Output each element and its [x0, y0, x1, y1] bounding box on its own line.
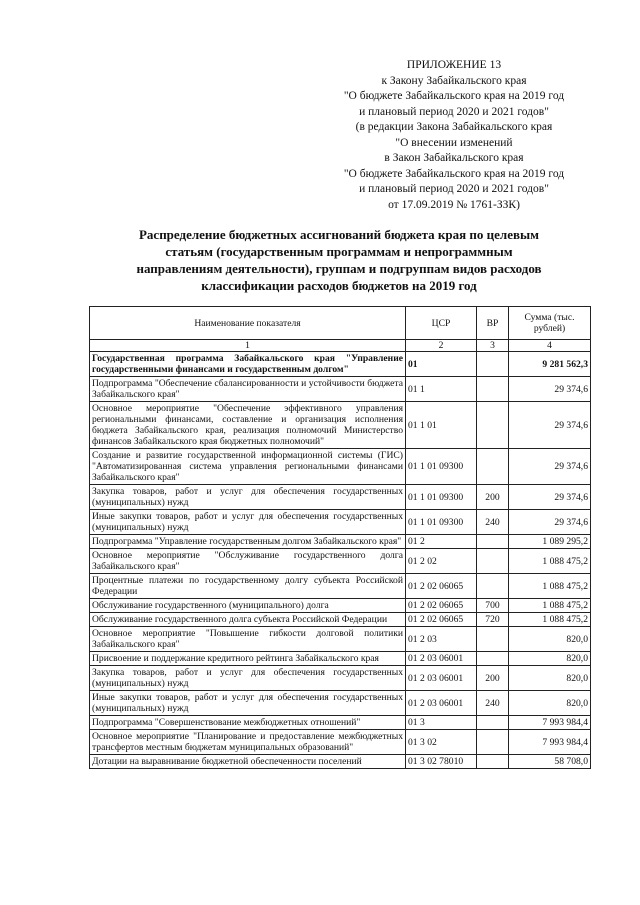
row-name: Подпрограмма "Управление государственным долгом Забайкальского края": [90, 535, 406, 549]
table-row: [90, 352, 591, 377]
table-row: [90, 716, 591, 730]
table-row: [90, 549, 591, 574]
row-csr: 01 1 01 09300: [406, 449, 477, 485]
row-vr: [477, 402, 509, 449]
row-sum: 29 374,6: [509, 485, 591, 510]
row-vr: [477, 449, 509, 485]
row-name: Иные закупки товаров, работ и услуг для обеспечения государственных (муниципальных) нужд: [90, 510, 406, 535]
row-sum: 9 281 562,3: [509, 352, 591, 377]
table-row: [90, 535, 591, 549]
row-sum: 1 088 475,2: [509, 599, 591, 613]
row-vr: 200: [477, 485, 509, 510]
row-csr: 01 2 02 06065: [406, 599, 477, 613]
header-sum: Сумма (тыс. рублей): [509, 307, 591, 340]
row-sum: 820,0: [509, 666, 591, 691]
header-name: Наименование показателя: [90, 307, 406, 340]
row-csr: 01 1 01 09300: [406, 510, 477, 535]
appendix-line: и плановый период 2020 и 2021 годов": [359, 105, 549, 118]
row-vr: [477, 535, 509, 549]
row-vr: [477, 627, 509, 652]
row-csr: 01 2 03 06001: [406, 691, 477, 716]
row-name: Закупка товаров, работ и услуг для обеспечения государственных (муниципальных) нужд: [90, 485, 406, 510]
appendix-line: (в редакции Закона Забайкальского края: [355, 121, 553, 133]
appendix-line: ПРИЛОЖЕНИЕ 13: [406, 59, 502, 71]
row-name: Дотации на выравнивание бюджетной обеспеченности поселений: [90, 755, 406, 769]
row-vr: [477, 652, 509, 666]
row-csr: 01 1: [406, 377, 477, 402]
row-name: Закупка товаров, работ и услуг для обеспечения государственных (муниципальных) нужд: [90, 666, 406, 691]
table-row: [90, 691, 591, 716]
row-vr: 700: [477, 599, 509, 613]
row-vr: [477, 352, 509, 377]
title-line: направлениям деятельности), группам и подгруппам видов расходов: [136, 261, 542, 276]
table-row: [90, 574, 591, 599]
table-row: [90, 652, 591, 666]
header-csr: ЦСР: [406, 307, 477, 340]
row-csr: 01 3 02: [406, 730, 477, 755]
row-vr: 200: [477, 666, 509, 691]
row-vr: [477, 730, 509, 755]
row-sum: 29 374,6: [509, 449, 591, 485]
table-header-row: [90, 307, 591, 340]
col-number: 3: [477, 340, 509, 352]
table-row: [90, 485, 591, 510]
table-row: [90, 730, 591, 755]
row-name: Основное мероприятие "Повышение гибкости долговой политики Забайкальского края": [90, 627, 406, 652]
column-number-row: [90, 340, 591, 352]
row-csr: 01 2: [406, 535, 477, 549]
document-title: [96, 226, 582, 294]
row-vr: [477, 755, 509, 769]
row-csr: 01 3 02 78010: [406, 755, 477, 769]
col-number: 2: [406, 340, 477, 352]
table-row: [90, 599, 591, 613]
appendix-line: к Закону Забайкальского края: [381, 74, 527, 87]
row-name: Основное мероприятие "Планирование и предоставление межбюджетных трансфертов местным бюджетам муниципальных образований": [90, 730, 406, 755]
budget-table: [89, 306, 591, 769]
title-line: классификации расходов бюджетов на 2019 год: [201, 278, 477, 293]
appendix-line: "О внесении изменений: [395, 136, 513, 149]
row-vr: [477, 549, 509, 574]
appendix-line: "О бюджете Забайкальского края на 2019 год: [343, 167, 565, 180]
appendix-line: и плановый период 2020 и 2021 годов": [359, 183, 549, 195]
table-row: [90, 510, 591, 535]
row-sum: 58 708,0: [509, 755, 591, 769]
appendix-line: от 17.09.2019 № 1761-ЗЗК): [388, 198, 520, 211]
row-name: Создание и развитие государственной информационной системы (ГИС) "Автоматизированная система управления региональными финансами Забайкальского края": [90, 449, 406, 485]
row-vr: [477, 377, 509, 402]
row-csr: 01 2 03: [406, 627, 477, 652]
row-sum: 1 088 475,2: [509, 574, 591, 599]
row-vr: 240: [477, 691, 509, 716]
header-vr: ВР: [477, 307, 509, 340]
col-number: 4: [509, 340, 591, 352]
row-sum: 7 993 984,4: [509, 730, 591, 755]
row-csr: 01 2 03 06001: [406, 666, 477, 691]
row-csr: 01 1 01: [406, 402, 477, 449]
row-csr: 01: [406, 352, 477, 377]
row-name: Подпрограмма "Совершенствование межбюджетных отношений": [90, 716, 406, 730]
row-vr: [477, 716, 509, 730]
row-name: Основное мероприятие "Обслуживание государственного долга Забайкальского края": [90, 549, 406, 574]
row-name: Обслуживание государственного долга субъекта Российской Федерации: [90, 613, 406, 627]
row-sum: 1 088 475,2: [509, 613, 591, 627]
table-row: [90, 755, 591, 769]
table-row: [90, 377, 591, 402]
row-vr: 720: [477, 613, 509, 627]
row-csr: 01 2 02 06065: [406, 613, 477, 627]
row-name: Подпрограмма "Обеспечение сбалансированности и устойчивости бюджета Забайкальского края": [90, 377, 406, 402]
row-vr: 240: [477, 510, 509, 535]
table-row: [90, 613, 591, 627]
col-number: 1: [90, 340, 406, 352]
row-vr: [477, 574, 509, 599]
title-line: Распределение бюджетных ассигнований бюджета края по целевым: [138, 227, 540, 242]
row-sum: 1 089 295,2: [509, 535, 591, 549]
row-sum: 29 374,6: [509, 402, 591, 449]
row-csr: 01 2 03 06001: [406, 652, 477, 666]
row-csr: 01 3: [406, 716, 477, 730]
appendix-line: "О бюджете Забайкальского края на 2019 год: [343, 90, 565, 102]
row-sum: 820,0: [509, 691, 591, 716]
table-row: [90, 449, 591, 485]
row-sum: 29 374,6: [509, 377, 591, 402]
row-name: Обслуживание государственного (муниципального) долга: [90, 599, 406, 613]
row-sum: 29 374,6: [509, 510, 591, 535]
row-csr: 01 2 02 06065: [406, 574, 477, 599]
row-name: Государственная программа Забайкальского края "Управление государственными финансами и государственным долгом": [90, 352, 406, 377]
table-row: [90, 666, 591, 691]
row-name: Иные закупки товаров, работ и услуг для обеспечения государственных (муниципальных) нужд: [90, 691, 406, 716]
table-row: [90, 402, 591, 449]
row-sum: 820,0: [509, 627, 591, 652]
row-csr: 01 2 02: [406, 549, 477, 574]
row-csr: 01 1 01 09300: [406, 485, 477, 510]
row-sum: 1 088 475,2: [509, 549, 591, 574]
appendix-line: в Закон Забайкальского края: [384, 152, 524, 164]
row-name: Присвоение и поддержание кредитного рейтинга Забайкальского края: [90, 652, 406, 666]
row-name: Процентные платежи по государственному долгу субъекта Российской Федерации: [90, 574, 406, 599]
appendix-header: [300, 58, 608, 213]
row-name: Основное мероприятие "Обеспечение эффективного управления региональными финансами, составление и организация исполнения бюджета Забайкальского края, реализация полномочий Министерство финансов Забайкальского края бюджетных полномочий": [90, 402, 406, 449]
title-line: статьям (государственным программам и непрограммным: [165, 244, 513, 259]
table-row: [90, 627, 591, 652]
row-sum: 7 993 984,4: [509, 716, 591, 730]
row-sum: 820,0: [509, 652, 591, 666]
